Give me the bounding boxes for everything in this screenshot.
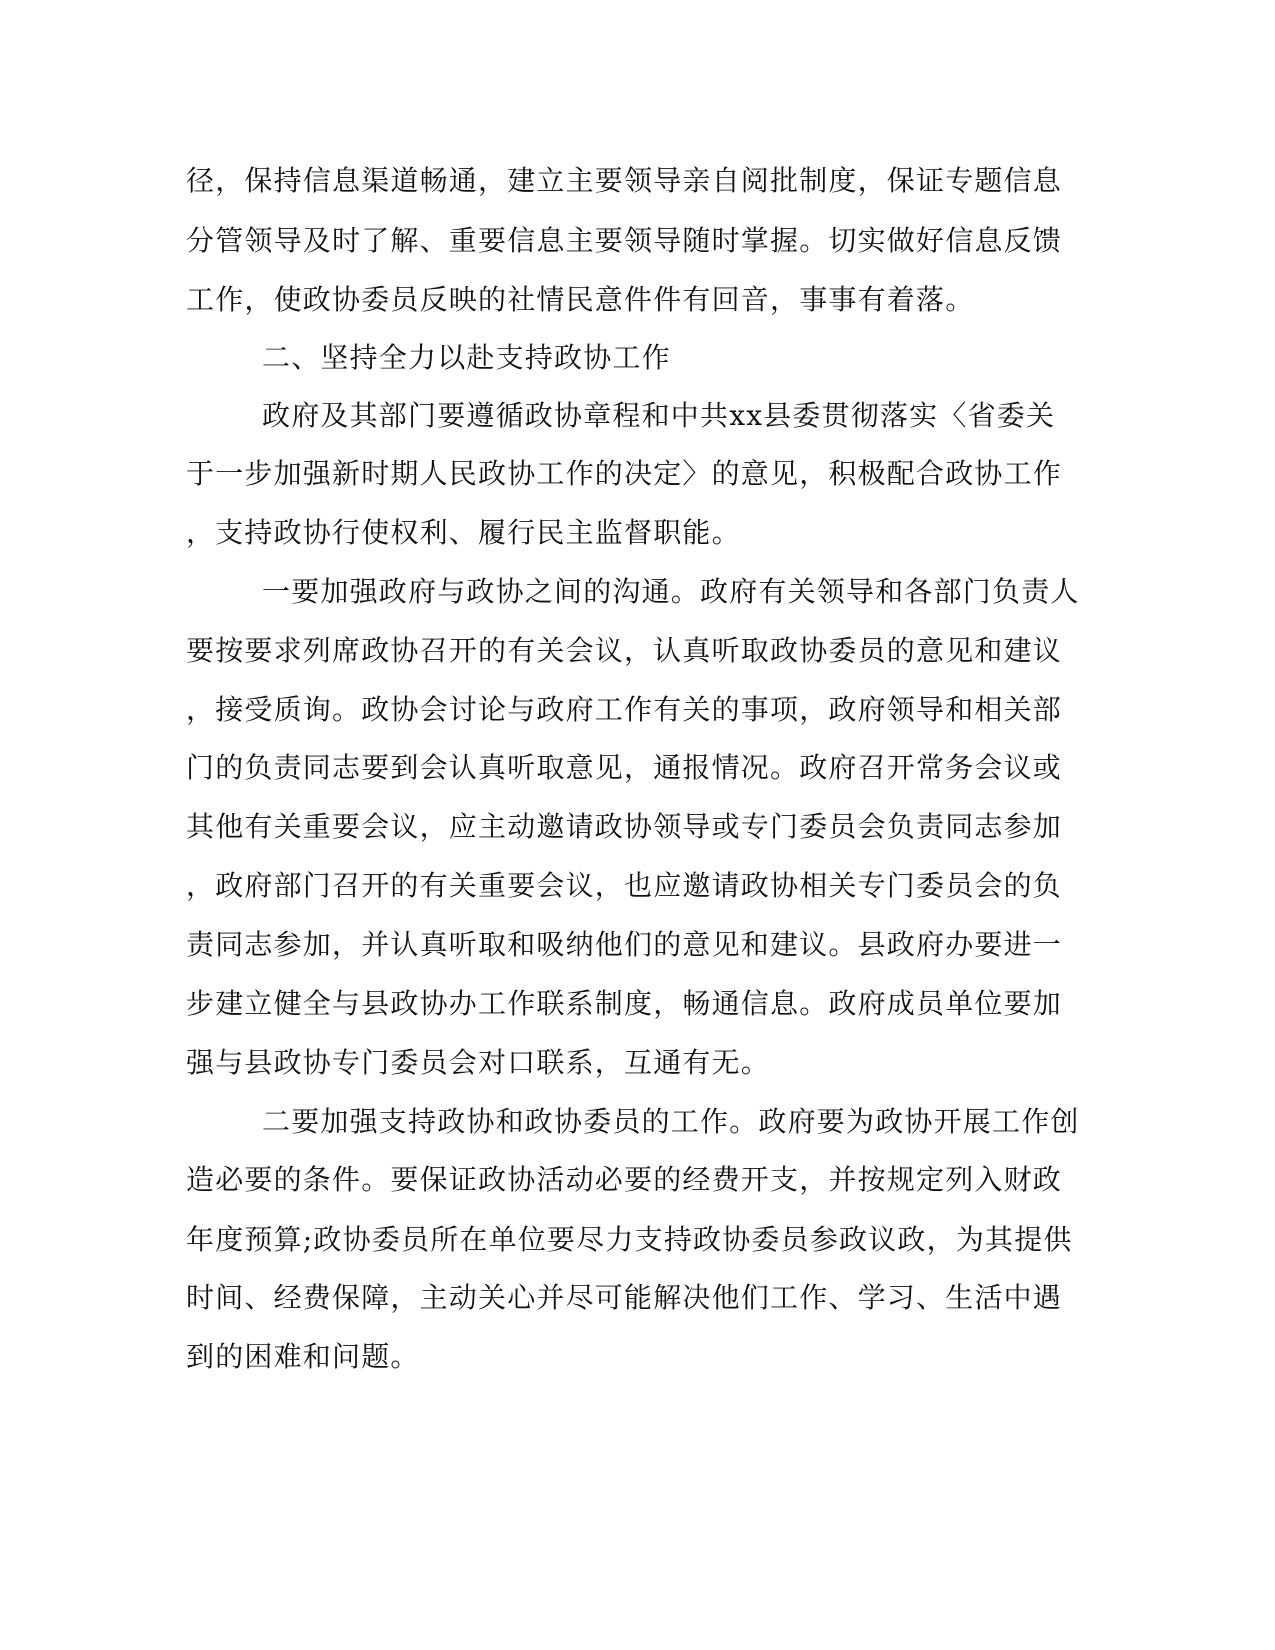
paragraph-3-line-2: 要按要求列席政协召开的有关会议，认真听取政协委员的意见和建议 — [186, 634, 1063, 667]
paragraph-3-line-4: 门的负责同志要到会认真听取意见，通报情况。政府召开常务会议或 — [186, 751, 1063, 784]
paragraph-4-line-1: 二要加强支持政协和政协委员的工作。政府要为政协开展工作创 — [262, 1105, 1080, 1138]
paragraph-3-line-5: 其他有关重要会议，应主动邀请政协领导或专门委员会负责同志参加 — [186, 810, 1063, 843]
paragraph-4-line-2: 造必要的条件。要保证政协活动必要的经费开支，并按规定列入财政 — [186, 1163, 1063, 1196]
paragraph-2-line-2: 于一步加强新时期人民政协工作的决定〉的意见，积极配合政协工作 — [186, 457, 1063, 490]
section-heading: 二、坚持全力以赴支持政协工作 — [262, 341, 671, 374]
paragraph-3-line-8: 步建立健全与县政协办工作联系制度，畅通信息。政府成员单位要加 — [186, 987, 1063, 1020]
paragraph-3-line-9: 强与县政协专门委员会对口联系，互通有无。 — [186, 1046, 771, 1079]
paragraph-1-line-2: 分管领导及时了解、重要信息主要领导随时掌握。切实做好信息反馈 — [186, 224, 1063, 257]
paragraph-3-line-3: ，接受质询。政协会讨论与政府工作有关的事项，政府领导和相关部 — [186, 693, 1063, 726]
paragraph-4-line-3: 年度预算;政协委员所在单位要尽力支持政协委员参政议政，为其提供 — [186, 1223, 1073, 1256]
paragraph-3-line-7: 责同志参加，并认真听取和吸纳他们的意见和建议。县政府办要进一 — [186, 928, 1063, 961]
paragraph-2-line-1: 政府及其部门要遵循政协章程和中共xx县委贯彻落实〈省委关 — [262, 399, 1056, 432]
paragraph-4-line-5: 到的困难和问题。 — [186, 1340, 420, 1373]
paragraph-2-line-3: ，支持政协行使权利、履行民主监督职能。 — [186, 516, 741, 549]
paragraph-1-line-3: 工作，使政协委员反映的社情民意件件有回音，事事有着落。 — [186, 283, 975, 316]
paragraph-3-line-1: 一要加强政府与政协之间的沟通。政府有关领导和各部门负责人 — [262, 575, 1080, 608]
paragraph-4-line-4: 时间、经费保障，主动关心并尽可能解决他们工作、学习、生活中遇 — [186, 1281, 1063, 1314]
paragraph-3-line-6: ，政府部门召开的有关重要会议，也应邀请政协相关专门委员会的负 — [186, 869, 1063, 902]
paragraph-1-line-1: 径，保持信息渠道畅通，建立主要领导亲自阅批制度，保证专题信息 — [186, 164, 1063, 197]
